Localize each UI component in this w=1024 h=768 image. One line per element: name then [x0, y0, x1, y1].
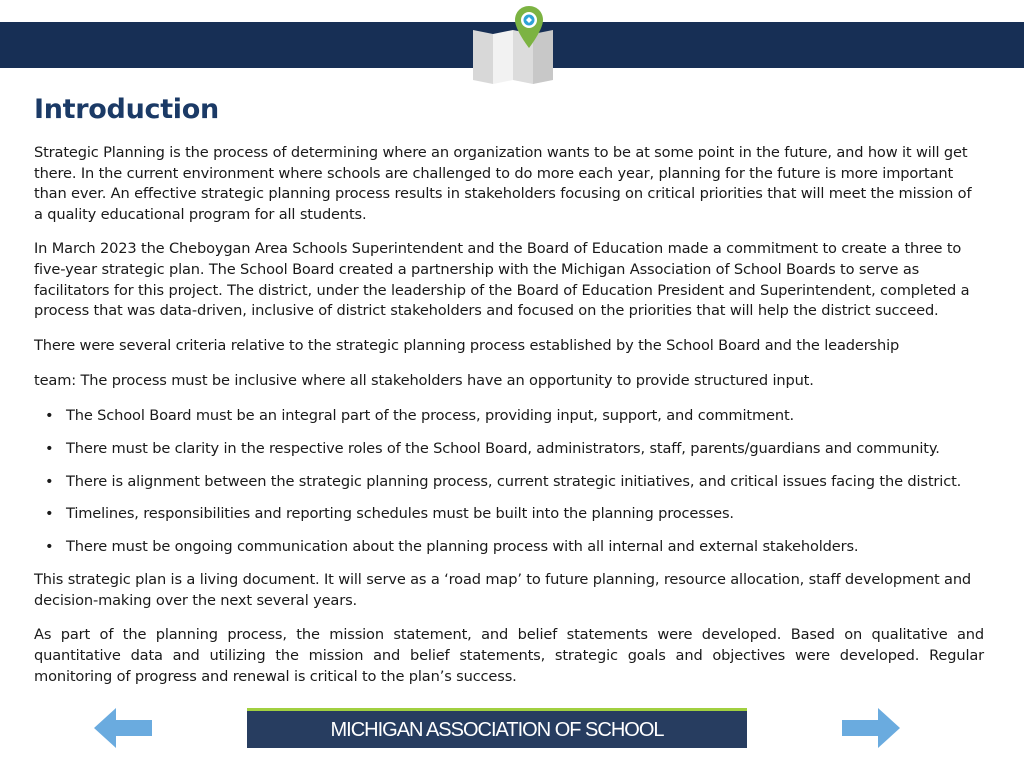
living-document-paragraph: This strategic plan is a living document. It will serve as a ‘road map’ to future planning, resource allocation, staff development and decision-making over the next several years. — [34, 571, 972, 609]
criteria-continuation-paragraph: team: The process must be inclusive where all stakeholders have an opportunity to provide structured input. — [34, 372, 814, 390]
bullet-icon: • — [45, 538, 54, 556]
document-body — [34, 143, 984, 701]
criteria-list — [34, 406, 984, 556]
intro-paragraph: Strategic Planning is the process of determining where an organization wants to be at some point in the future, and how it will get there. In the current environment where schools are challenged to do more each year, planning for the future is more important than ever. An effective strategic planning process results in stakeholders focusing on critical priorities that will meet the mission of a quality educational program for all students. — [34, 144, 972, 223]
background-paragraph: In March 2023 the Cheboygan Area Schools Superintendent and the Board of Education made a commitment to create a three to five-year strategic plan. The School Board created a partnership with the Michigan Association of School Boards to serve as facilitators for this project. The district, under the leadership of the Board of Education President and Superintendent, completed a process that was data-driven, inclusive of district stakeholders and focused on the priorities that will help the district succeed. — [34, 240, 970, 320]
list-item: • There is alignment between the strategic planning process, current strategic initiatives, and critical issues facing the district. — [45, 472, 962, 490]
arrow-left-icon[interactable] — [92, 705, 154, 751]
arrow-right-icon[interactable] — [840, 705, 902, 751]
list-item: • There must be ongoing communication about the planning process with all internal and external stakeholders. — [45, 538, 859, 556]
planning-process-paragraph: As part of the planning process, the mission statement, and belief statements were developed. Based on qualitative and quantitative data and utilizing the mission and belief statements, strategic goals and objectives were developed. Regular monitoring of progress and renewal is critical to the plan’s success. — [34, 626, 984, 685]
page-title: Introduction — [34, 94, 219, 125]
list-item: • Timelines, responsibilities and reporting schedules must be built into the planning processes. — [45, 505, 734, 523]
bullet-icon: • — [45, 406, 54, 424]
bullet-icon: • — [45, 439, 54, 457]
map-with-location-pin-icon — [471, 4, 555, 84]
criteria-intro-paragraph: There were several criteria relative to the strategic planning process established by the School Board and the leadership — [34, 336, 900, 354]
bullet-icon: • — [45, 505, 54, 523]
bullet-icon: • — [45, 472, 54, 490]
list-item: • The School Board must be an integral part of the process, providing input, support, and commitment. — [45, 406, 795, 424]
list-item: • There must be clarity in the respective roles of the School Board, administrators, staff, parents/guardians and community. — [45, 439, 940, 457]
footer-banner: MICHIGAN ASSOCIATION OF SCHOOL — [247, 708, 747, 748]
